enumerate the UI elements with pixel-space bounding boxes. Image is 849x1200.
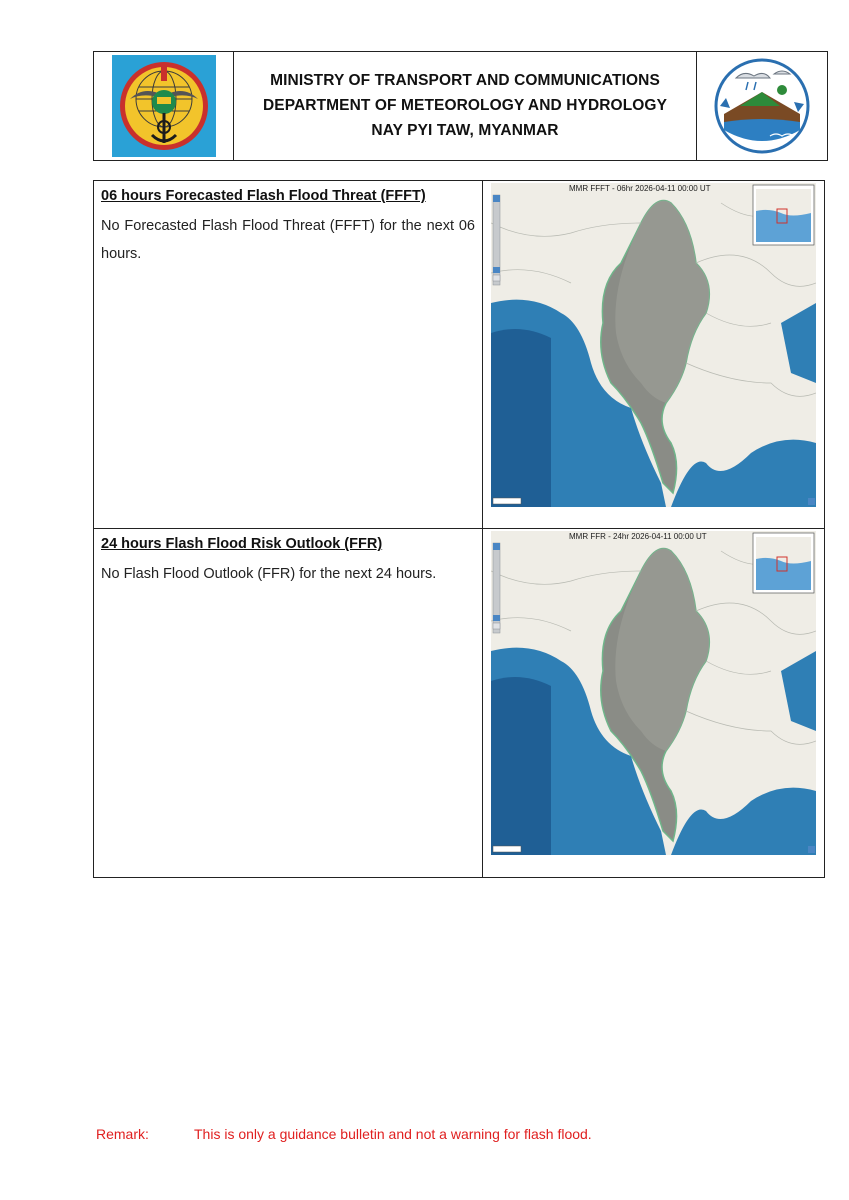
letterhead-right-cell	[696, 52, 827, 160]
ffr-map	[491, 531, 816, 855]
ffr-description: No Flash Flood Outlook (FFR) for the next 24 hours.	[101, 566, 437, 582]
ministry-emblem-logo	[112, 55, 216, 157]
ffft-map-graphic	[491, 183, 816, 507]
department-name: DEPARTMENT OF METEOROLOGY AND HYDROLOGY	[262, 97, 668, 114]
ffr-map-graphic	[491, 531, 816, 855]
table-row	[94, 181, 824, 529]
forecast-table	[93, 180, 825, 878]
remark-line	[96, 1126, 592, 1142]
ffft-map-title: MMR FFFT - 06hr 2026-04-11 00:00 UT	[569, 184, 711, 193]
hydrology-cycle-logo	[710, 56, 814, 156]
ffr-map-title: MMR FFR - 24hr 2026-04-11 00:00 UT	[569, 532, 707, 541]
ffft-description: No Forecasted Flash Flood Threat (FFFT) for the next 06 hours.	[101, 218, 475, 262]
letterhead	[93, 51, 828, 161]
ministry-name: MINISTRY OF TRANSPORT AND COMMUNICATIONS	[270, 72, 660, 89]
location-name: NAY PYI TAW, MYANMAR	[371, 122, 559, 139]
ffft-text-cell	[94, 181, 483, 528]
ffr-text-cell	[94, 529, 483, 877]
letterhead-title-block	[234, 52, 696, 160]
ffft-map-cell	[483, 181, 824, 528]
ffr-map-cell	[483, 529, 824, 877]
remark-label: Remark:	[96, 1126, 149, 1142]
ffft-section-title: 06 hours Forecasted Flash Flood Threat (FFFT)	[101, 188, 426, 204]
letterhead-left-cell	[94, 52, 234, 160]
ffft-map	[491, 183, 816, 507]
ffr-section-title: 24 hours Flash Flood Risk Outlook (FFR)	[101, 536, 383, 552]
remark-text: This is only a guidance bulletin and not a warning for flash flood.	[194, 1126, 592, 1142]
table-row	[94, 529, 824, 877]
